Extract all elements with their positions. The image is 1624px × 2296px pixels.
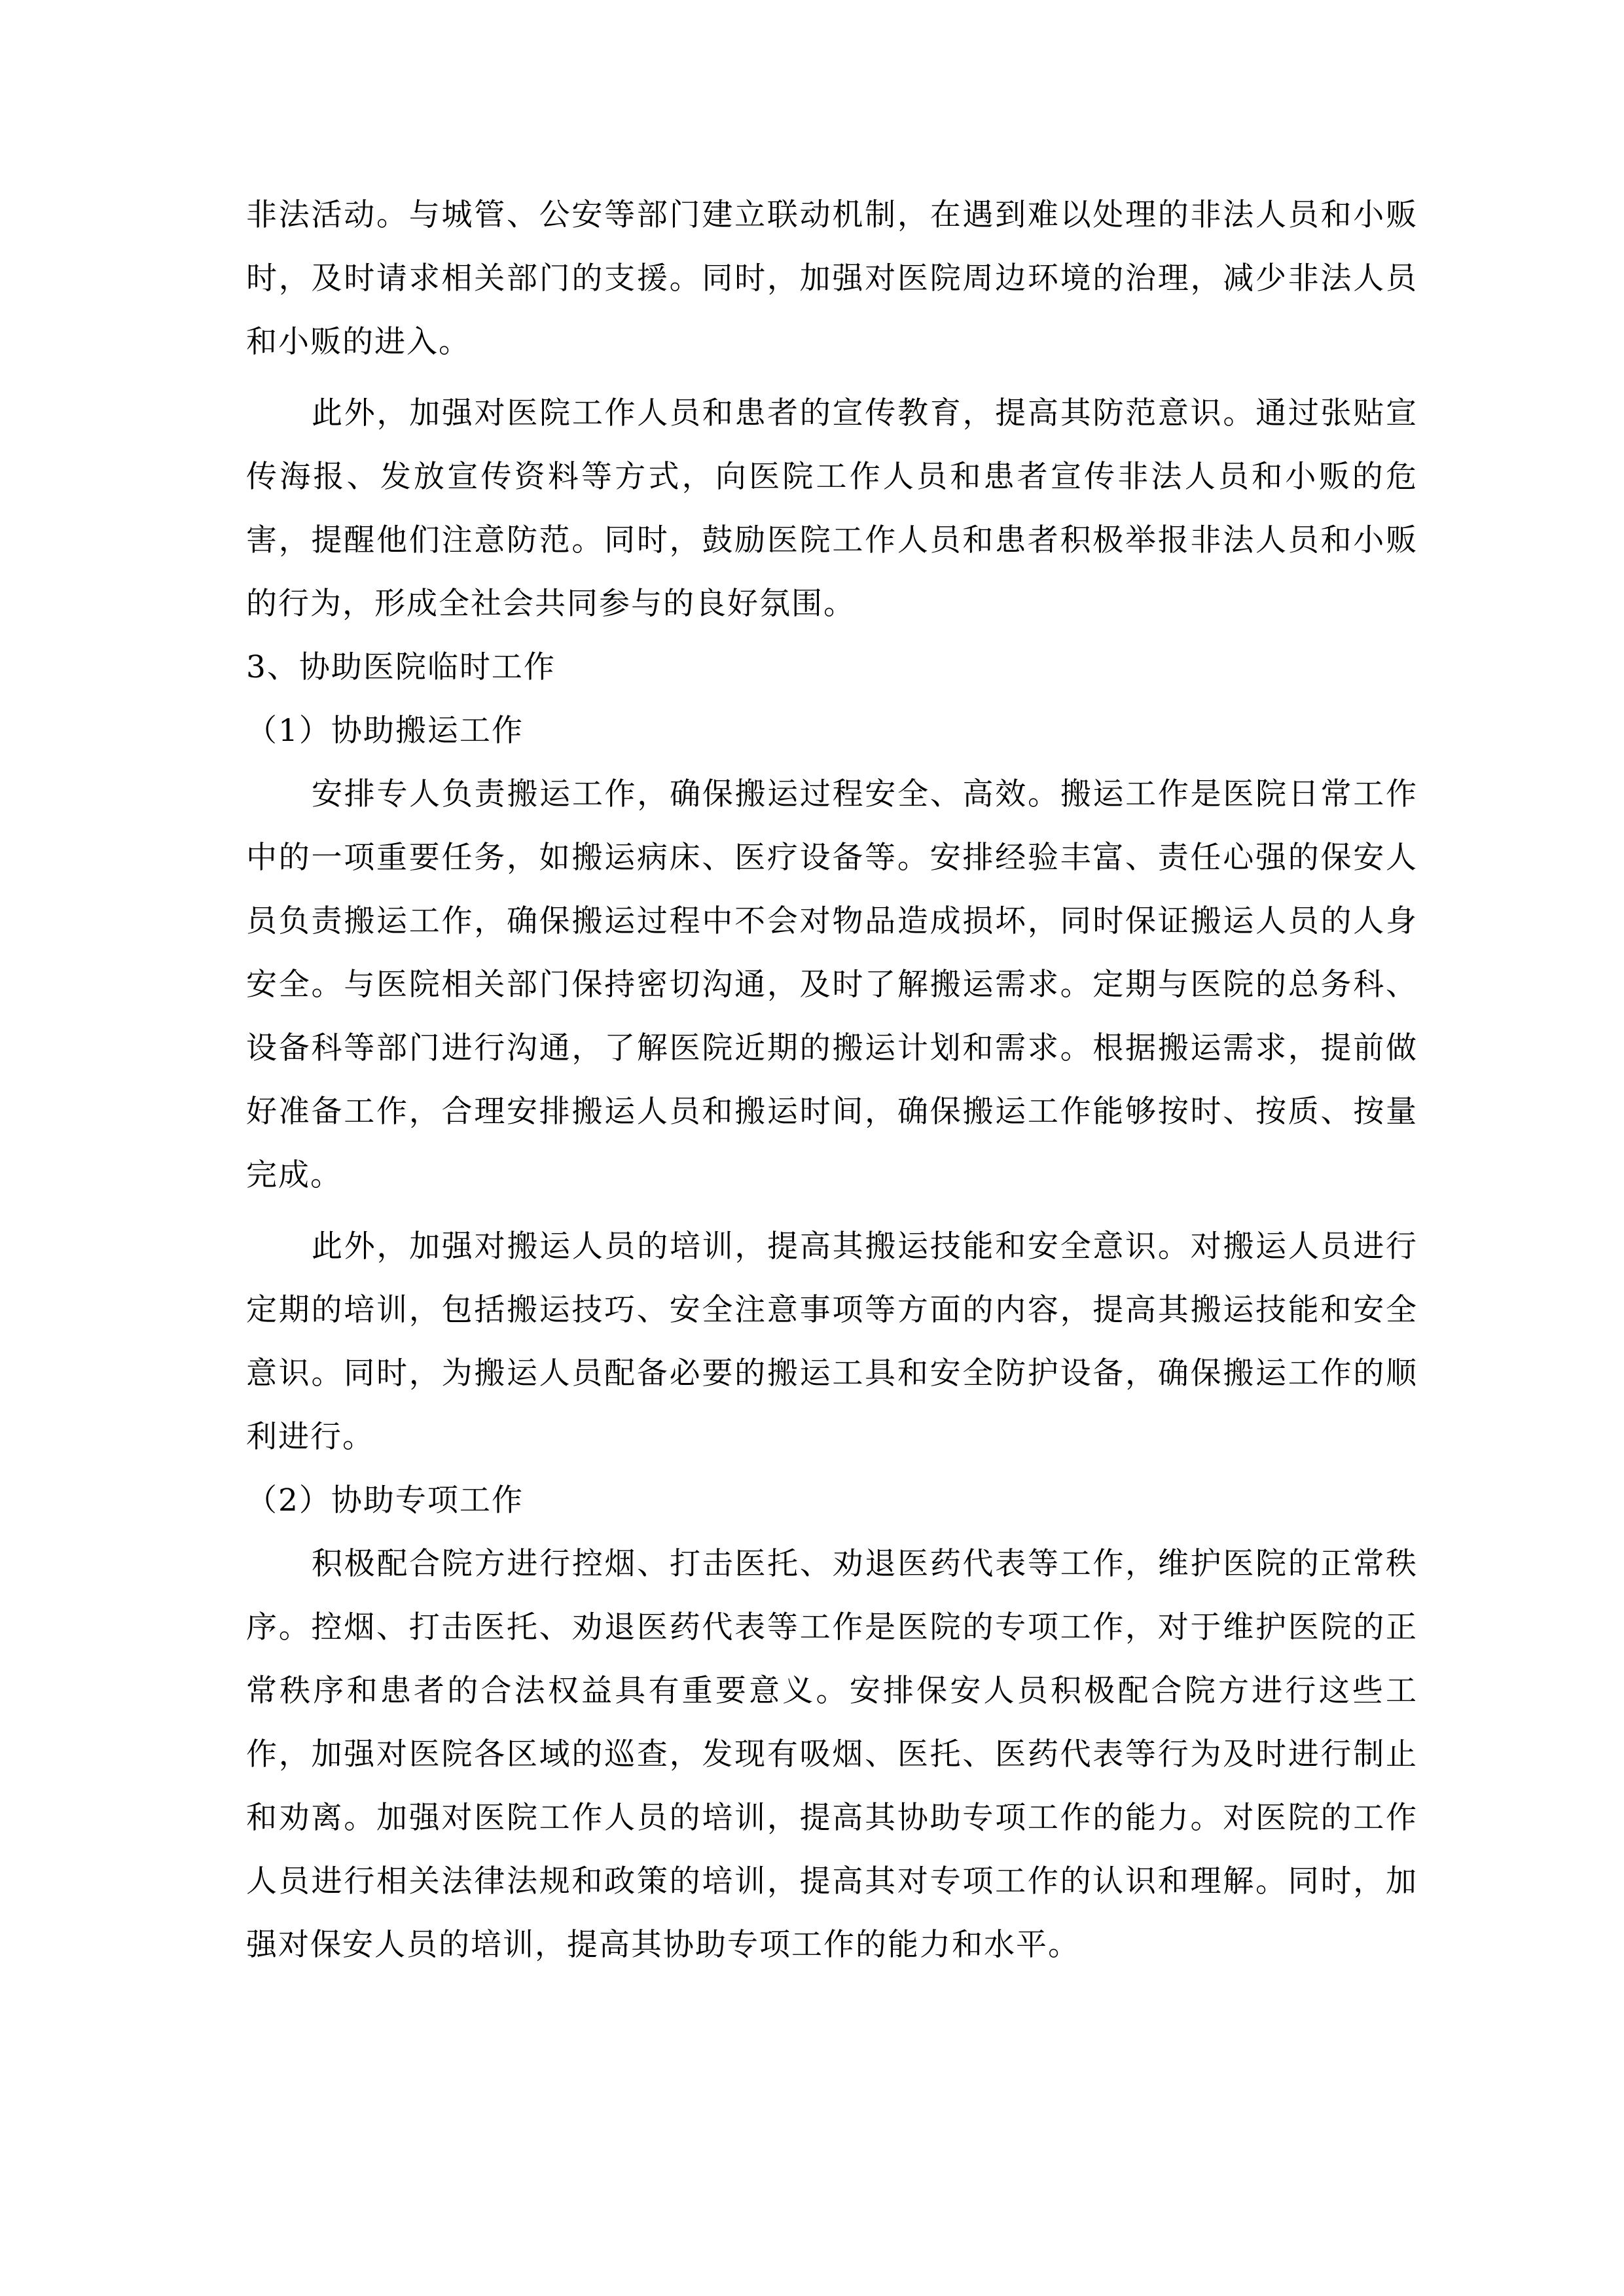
paragraph-illegal-activity-cooperation: 非法活动。与城管、公安等部门建立联动机制，在遇到难以处理的非法人员和小贩时，及时请求相关部门的支援。同时，加强对医院周边环境的治理，减少非法人员和小贩的进入。: [246, 197, 1418, 360]
section-heading-temporary-work: 3、协助医院临时工作: [246, 649, 556, 685]
paragraph-publicity-education: 此外，加强对医院工作人员和患者的宣传教育，提高其防范意识。通过张贴宣传海报、发放宣传资料等方式，向医院工作人员和患者宣传非法人员和小贩的危害，提醒他们注意防范。同时，鼓励医院工作人员和患者积极举报非法人员和小贩的行为，形成全社会共同参与的良好氛围。: [246, 395, 1418, 622]
subsection-heading-special-work: （2）协助专项工作: [246, 1482, 524, 1518]
subsection-heading-moving-work: （1）协助搬运工作: [246, 713, 524, 749]
document-page: [246, 183, 1418, 1977]
paragraph-moving-training: 此外，加强对搬运人员的培训，提高其搬运技能和安全意识。对搬运人员进行定期的培训，包括搬运技巧、安全注意事项等方面的内容，提高其搬运技能和安全意识。同时，为搬运人员配备必要的搬运工具和安全防护设备，确保搬运工作的顺利进行。: [246, 1229, 1418, 1455]
paragraph-special-work: 积极配合院方进行控烟、打击医托、劝退医药代表等工作，维护医院的正常秩序。控烟、打击医托、劝退医药代表等工作是医院的专项工作，对于维护医院的正常秩序和患者的合法权益具有重要意义。安排保安人员积极配合院方进行这些工作，加强对医院各区域的巡查，发现有吸烟、医托、医药代表等行为及时进行制止和劝离。加强对医院工作人员的培训，提高其协助专项工作的能力。对医院的工作人员进行相关法律法规和政策的培训，提高其对专项工作的认识和理解。同时，加强对保安人员的培训，提高其协助专项工作的能力和水平。: [246, 1546, 1418, 1963]
paragraph-moving-arrangement: 安排专人负责搬运工作，确保搬运过程安全、高效。搬运工作是医院日常工作中的一项重要任务，如搬运病床、医疗设备等。安排经验丰富、责任心强的保安人员负责搬运工作，确保搬运过程中不会对物品造成损坏，同时保证搬运人员的人身安全。与医院相关部门保持密切沟通，及时了解搬运需求。定期与医院的总务科、设备科等部门进行沟通，了解医院近期的搬运计划和需求。根据搬运需求，提前做好准备工作，合理安排搬运人员和搬运时间，确保搬运工作能够按时、按质、按量完成。: [246, 776, 1418, 1193]
